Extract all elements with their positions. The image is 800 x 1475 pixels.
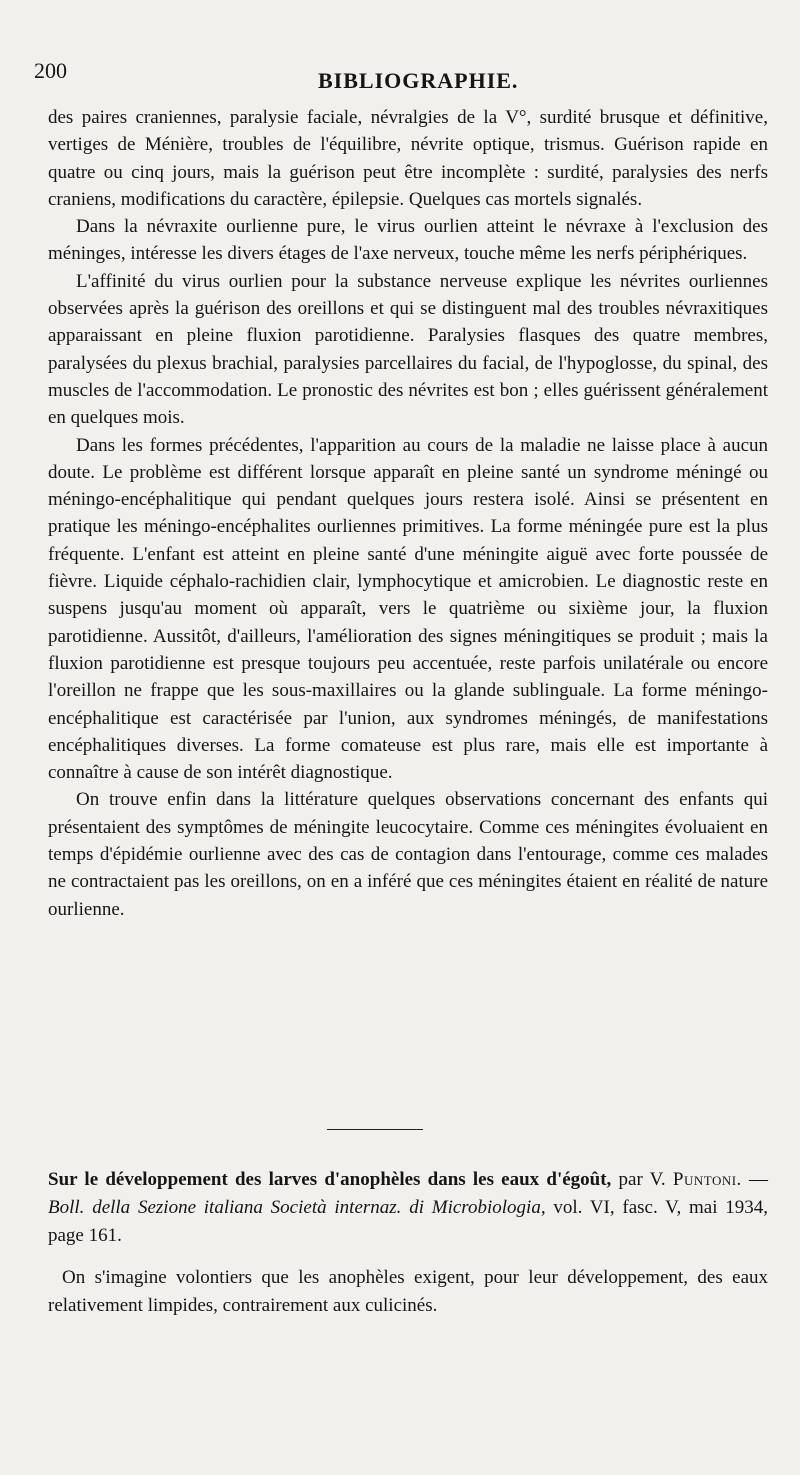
review-by: par V. [618, 1169, 666, 1190]
paragraph: Dans les formes précédentes, l'apparition au cours de la maladie ne laisse place à aucun doute. Le problème est différent lorsque apparaît en pleine santé un syndrome méningé ou méningo-encéphalitique qui pendant quelques jours restera isolé. Ainsi se présentent en pratique les méningo-encéphalites ourliennes primitives. La forme méningée pure est la plus fréquente. L'enfant est atteint en pleine santé d'une méningite aiguë avec forte poussée de fièvre. Liquide céphalo-rachidien clair, lymphocytique et amicrobien. Le diagnostic reste en suspens jusqu'au moment où apparaît, vers le quatrième ou sixième jour, la fluxion parotidienne. Aussitôt, d'ailleurs, l'amélioration des signes méningitiques se produit ; mais la fluxion parotidienne est presque toujours peu accentuée, reste parfois unilatérale ou encore l'oreillon ne frappe que les sous-maxillaires ou la glande sublinguale. La forme méningo-encéphalitique est caractérisée par l'union, aux syndromes méningés, de manifestations encéphalitiques diverses. La forme comateuse est plus rare, mais elle est importante à connaître à cause de son intérêt diagnostique. [48, 434, 768, 784]
review-title: Sur le développement des larves d'anophèles dans les eaux d'égoût, [48, 1169, 612, 1190]
review-heading [48, 1166, 768, 1250]
section-divider [327, 1129, 423, 1130]
paragraph: Dans la névraxite ourlienne pure, le virus ourlien atteint le névraxe à l'exclusion des méninges, intéresse les divers étages de l'axe nerveux, touche même les nerfs périphériques. [48, 216, 768, 265]
review-text: On s'imagine volontiers que les anophèles exigent, pour leur développement, des eaux relativement limpides, contrairement aux culicinés. [48, 1267, 768, 1316]
running-head: BIBLIOGRAPHIE. [318, 68, 519, 93]
paragraph: On trouve enfin dans la littérature quelques observations concernant des enfants qui présentaient des symptômes de méningite leucocytaire. Comme ces méningites évoluaient en temps d'épidémie ourlienne avec des cas de contagion dans l'entourage, comme ces malades ne contractaient pas les oreillons, on en a inféré que ces méningites étaient en réalité de nature ourlienne. [48, 789, 768, 920]
review-author: Puntoni. [672, 1169, 742, 1190]
review-citation: vol. VI, fasc. V, mai 1934, page 161. [48, 1197, 768, 1246]
body-text [48, 104, 768, 923]
review-dash: — [741, 1169, 769, 1190]
review-entry [48, 1166, 768, 1320]
page-number: 200 [34, 58, 67, 83]
review-journal: Boll. della Sezione italiana Società internaz. di Microbiologia, [48, 1197, 546, 1218]
paragraph: L'affinité du virus ourlien pour la substance nerveuse explique les névrites ourliennes observées après la guérison des oreillons et qui se distinguent mal des troubles névraxitiques apparaissant en pleine fluxion parotidienne. Paralysies flasques des quatre membres, paralysées du plexus brachial, paralysies parcellaires du facial, de l'hypoglosse, du spinal, des muscles de l'accommodation. Le pronostic des névrites est bon ; elles guérissent généralement en quelques mois. [48, 270, 768, 429]
paragraph: des paires craniennes, paralysie faciale, névralgies de la V°, surdité brusque et définitive, vertiges de Ménière, troubles de l'équilibre, névrite optique, trismus. Guérison rapide en quatre ou cinq jours, mais la guérison peut être incomplète : surdité, paralysies des nerfs craniens, modifications du caractère, épilepsie. Quelques cas mortels signalés. [48, 107, 768, 210]
